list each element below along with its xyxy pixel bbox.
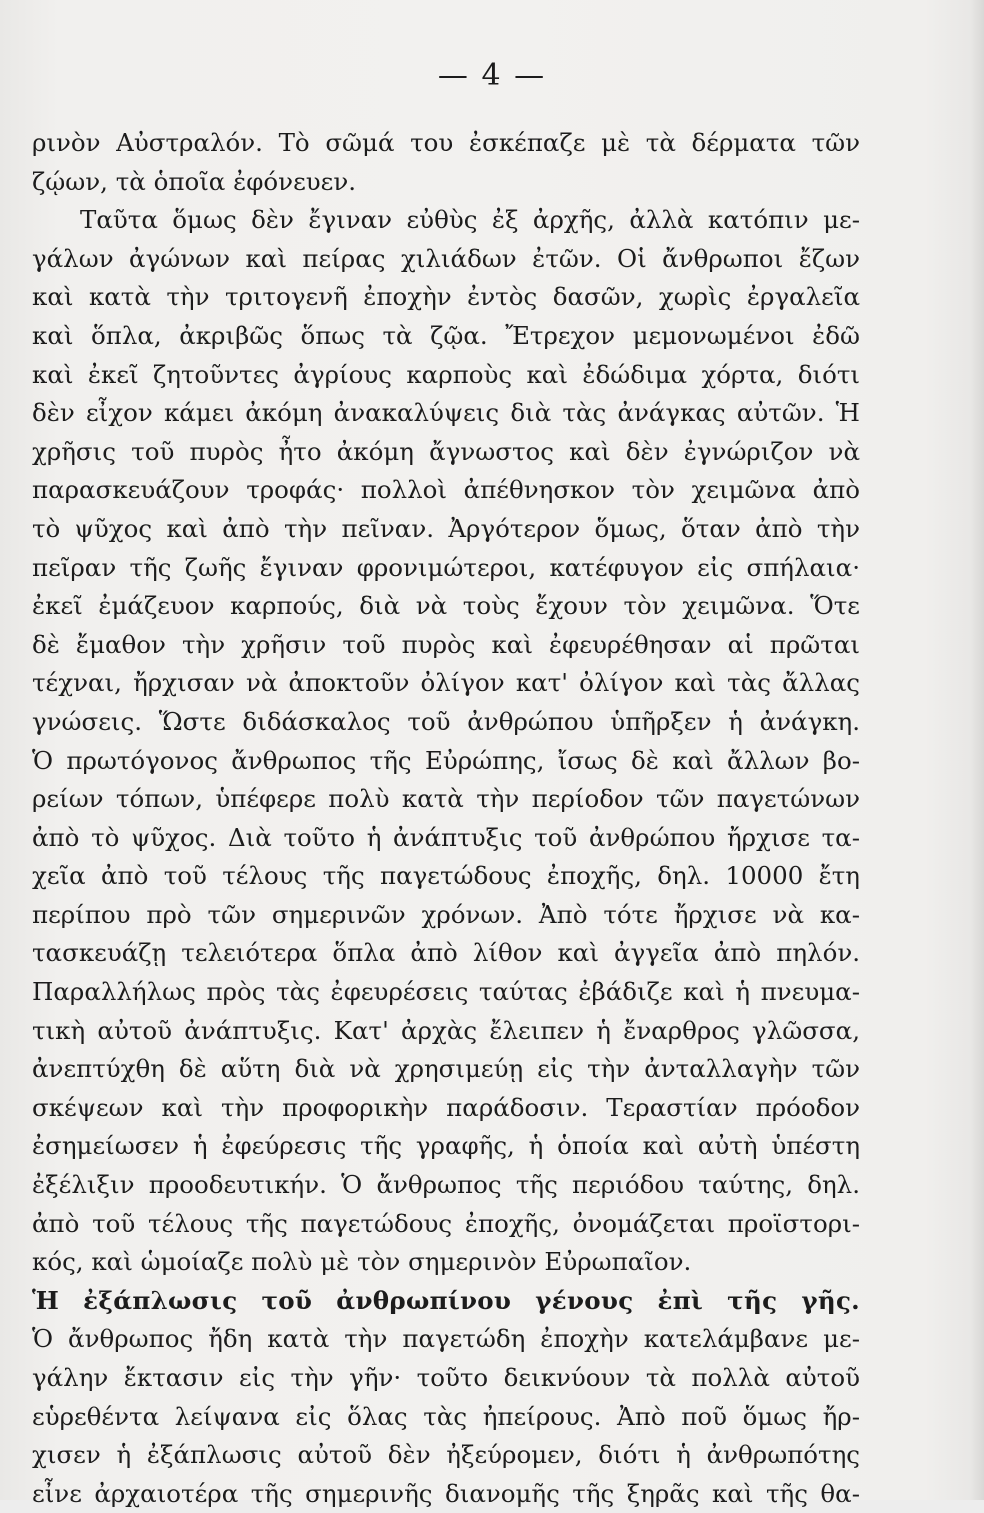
text-line: ρινὸν Αὐστραλόν. Τὸ σῶμά του ἐσκέπαζε μὲ τὰ δέρματα τῶν: [32, 128, 860, 157]
page-number: — 4 —: [437, 58, 547, 93]
text-line: ρείων τόπων, ὑπέφερε πολὺ κατὰ τὴν περίοδον τῶν παγετώνων: [32, 784, 860, 814]
text-line: γνώσεις. Ὥστε διδάσκαλος τοῦ ἀνθρώπου ὑπῆρξεν ἡ ἀνάγκη.: [32, 706, 860, 736]
text-line: χεῖα ἀπὸ τοῦ τέλους τῆς παγετώδους ἐποχῆς, δηλ. 10000 ἔτη: [32, 861, 860, 891]
text-line: ἐξέλιξιν προοδευτικήν. Ὁ ἄνθρωπος τῆς περιόδου ταύτης, δηλ.: [32, 1170, 860, 1200]
text-line: δὲ ἔμαθον τὴν χρῆσιν τοῦ πυρὸς καὶ ἐφευρέθησαν αἱ πρῶται: [32, 629, 860, 659]
text-line: εἶνε ἀρχαιοτέρα τῆς σημερινῆς διανομῆς τῆς ξηρᾶς καὶ τῆς θα-: [32, 1478, 860, 1508]
text-line: περίπου πρὸ τῶν σημερινῶν χρόνων. Ἀπὸ τότε ἤρχισε νὰ κα-: [32, 899, 860, 929]
text-line: παρασκευάζουν τροφάς· πολλοὶ ἀπέθνησκον τὸν χειμῶνα ἀπὸ: [32, 475, 860, 505]
text-line: καὶ ὅπλα, ἀκριβῶς ὅπως τὰ ζῷα. Ἔτρεχον μεμονωμένοι ἐδῶ: [32, 320, 860, 350]
section-heading: Ἡ ἐξάπλωσις τοῦ ἀνθρωπίνου γένους ἐπὶ τῆς γῆς.: [32, 1285, 860, 1315]
text-line: κός, καὶ ὡμοίαζε πολὺ μὲ τὸν σημερινὸν Εὐρωπαῖον.: [32, 1247, 692, 1277]
text-line: πεῖραν τῆς ζωῆς ἔγιναν φρονιμώτεροι, κατέφυγον εἰς σπήλαια·: [32, 552, 860, 582]
text-line: ἀπὸ τοῦ τέλους τῆς παγετώδους ἐποχῆς, ὀνομάζεται προϊστορι-: [32, 1208, 860, 1238]
text-line: γάλων ἀγώνων καὶ πείρας χιλιάδων ἐτῶν. Οἱ ἄνθρωποι ἔζων: [32, 243, 860, 273]
text-line: τὸ ψῦχος καὶ ἀπὸ τὴν πεῖναν. Ἀργότερον ὅμως, ὅταν ἀπὸ τὴν: [32, 513, 860, 543]
text-line: γάλην ἔκτασιν εἰς τὴν γῆν· τοῦτο δεικνύουν τὰ πολλὰ αὐτοῦ: [32, 1363, 860, 1392]
body-text: [32, 124, 860, 1513]
text-line: Ὁ πρωτόγονος ἄνθρωπος τῆς Εὐρώπης, ἴσως δὲ καὶ ἄλλων βο-: [32, 745, 860, 775]
text-line: ἀπὸ τὸ ψῦχος. Διὰ τοῦτο ἡ ἀνάπτυξις τοῦ ἀνθρώπου ἤρχισε τα-: [32, 822, 860, 852]
text-line: ζῴων, τὰ ὁποῖα ἐφόνευεν.: [32, 166, 357, 196]
text-line: χισεν ἡ ἐξάπλωσις αὐτοῦ δὲν ἠξεύρομεν, διότι ἡ ἀνθρωπότης: [32, 1440, 860, 1470]
text-line: καὶ ἐκεῖ ζητοῦντες ἀγρίους καρποὺς καὶ ἐδώδιμα χόρτα, διότι: [32, 359, 860, 389]
text-line: ἀνεπτύχθη δὲ αὕτη διὰ νὰ χρησιμεύῃ εἰς τὴν ἀνταλλαγὴν τῶν: [32, 1054, 860, 1084]
text-line: τικὴ αὐτοῦ ἀνάπτυξις. Κατ' ἀρχὰς ἔλειπεν ἡ ἔναρθρος γλῶσσα,: [32, 1015, 860, 1045]
scan-edge-shadow: [970, 0, 984, 1500]
text-line: ἐσημείωσεν ἡ ἐφεύρεσις τῆς γραφῆς, ἡ ὁποία καὶ αὐτὴ ὑπέστη: [32, 1131, 860, 1161]
text-line: καὶ κατὰ τὴν τριτογενῆ ἐποχὴν ἐντὸς δασῶν, χωρὶς ἐργαλεῖα: [32, 282, 860, 312]
paragraph-start-line: Ταῦτα ὅμως δὲν ἔγιναν εὐθὺς ἐξ ἀρχῆς, ἀλλὰ κατόπιν με-: [80, 205, 860, 235]
text-line: σκέψεων καὶ τὴν προφορικὴν παράδοσιν. Τεραστίαν πρόοδον: [32, 1092, 860, 1122]
text-line: τασκευάζῃ τελειότερα ὅπλα ἀπὸ λίθον καὶ ἀγγεῖα ἀπὸ πηλόν.: [32, 938, 860, 968]
text-line: Παραλλήλως πρὸς τὰς ἐφευρέσεις ταύτας ἐβάδιζε καὶ ἡ πνευμα-: [32, 977, 860, 1007]
text-line: εὑρεθέντα λείψανα εἰς ὅλας τὰς ἠπείρους. Ἀπὸ ποῦ ὅμως ἤρ-: [32, 1401, 860, 1431]
text-line: Ὁ ἄνθρωπος ἤδη κατὰ τὴν παγετώδη ἐποχὴν κατελάμβανε με-: [32, 1324, 860, 1354]
text-line: δὲν εἶχον κάμει ἀκόμη ἀνακαλύψεις διὰ τὰς ἀνάγκας αὐτῶν. Ἡ: [32, 398, 860, 428]
text-line: χρῆσις τοῦ πυρὸς ἦτο ἀκόμη ἄγνωστος καὶ δὲν ἐγνώριζον νὰ: [32, 436, 860, 466]
text-line: τέχναι, ἤρχισαν νὰ ἀποκτοῦν ὀλίγον κατ' ὀλίγον καὶ τὰς ἄλλας: [32, 668, 860, 698]
text-line: ἐκεῖ ἐμάζευον καρπούς, διὰ νὰ τοὺς ἔχουν τὸν χειμῶνα. Ὅτε: [32, 591, 860, 621]
